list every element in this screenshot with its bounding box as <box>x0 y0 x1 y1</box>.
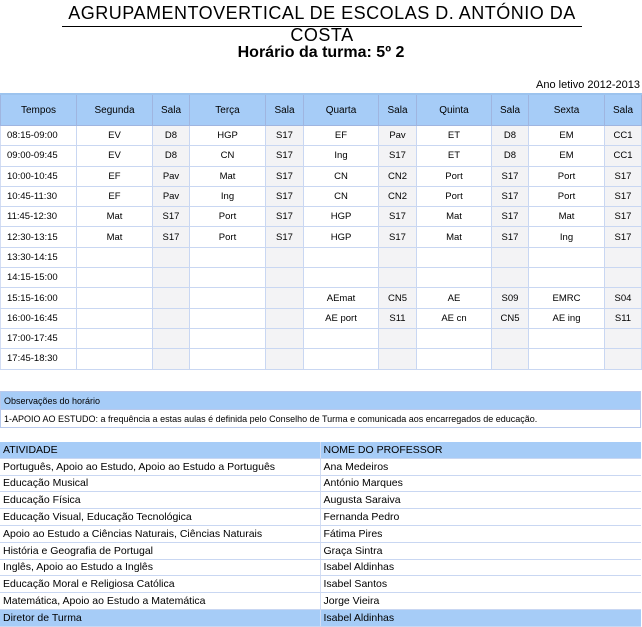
subject-cell: EF <box>77 166 153 186</box>
activity-cell: Educação Visual, Educação Tecnológica <box>0 509 320 526</box>
subject-cell: EMRC <box>529 288 605 308</box>
subject-cell <box>417 268 492 288</box>
room-cell: S17 <box>379 207 417 227</box>
time-slot: 15:15-16:00 <box>1 288 77 308</box>
room-cell <box>492 268 529 288</box>
room-cell <box>379 268 417 288</box>
teacher-name-cell: NOME DO PROFESSOR <box>320 442 641 458</box>
subject-cell <box>529 349 605 369</box>
teacher-name-cell: Augusta Saraiva <box>320 492 641 509</box>
column-header: Sala <box>266 94 304 126</box>
subject-cell: EM <box>529 146 605 166</box>
room-cell: CN5 <box>492 308 529 328</box>
school-year: Ano letivo 2012-2013 <box>536 79 640 91</box>
subject-cell: CN <box>304 186 379 206</box>
school-name: AGRUPAMENTOVERTICAL DE ESCOLAS D. ANTÓNIO DA COSTA <box>62 2 582 27</box>
room-cell: CN2 <box>379 166 417 186</box>
subject-cell: Port <box>190 227 266 247</box>
activity-cell: Apoio ao Estudo a Ciências Naturais, Ciências Naturais <box>0 525 320 542</box>
room-cell <box>605 349 642 369</box>
activity-cell: ATIVIDADE <box>0 442 320 458</box>
room-cell <box>266 328 304 348</box>
subject-cell <box>529 268 605 288</box>
time-slot: 10:00-10:45 <box>1 166 77 186</box>
time-slot: 08:15-09:00 <box>1 126 77 146</box>
room-cell <box>492 247 529 267</box>
room-cell: Pav <box>153 166 190 186</box>
subject-cell: Port <box>190 207 266 227</box>
subject-cell: Mat <box>77 227 153 247</box>
room-cell <box>379 349 417 369</box>
room-cell <box>266 247 304 267</box>
activity-cell: Matemática, Apoio ao Estudo a Matemática <box>0 593 320 610</box>
room-cell <box>153 308 190 328</box>
time-slot: 12:30-13:15 <box>1 227 77 247</box>
subject-cell <box>304 268 379 288</box>
time-slot: 16:00-16:45 <box>1 308 77 328</box>
room-cell: S17 <box>379 146 417 166</box>
subject-cell: EV <box>77 126 153 146</box>
room-cell <box>266 308 304 328</box>
room-cell: S17 <box>492 166 529 186</box>
room-cell: S17 <box>379 227 417 247</box>
timetable-row <box>1 126 642 146</box>
room-cell: CC1 <box>605 146 642 166</box>
teacher-name-cell: Isabel Aldinhas <box>320 559 641 576</box>
teacher-name-cell: Fernanda Pedro <box>320 509 641 526</box>
room-cell <box>492 328 529 348</box>
subject-cell <box>304 247 379 267</box>
subject-cell: Port <box>529 166 605 186</box>
room-cell: S17 <box>266 186 304 206</box>
subject-cell: EF <box>304 126 379 146</box>
room-cell: Pav <box>153 186 190 206</box>
subject-cell: Mat <box>417 207 492 227</box>
room-cell <box>153 268 190 288</box>
activity-cell: Educação Musical <box>0 475 320 492</box>
observations-heading: Observações do horário <box>1 392 641 410</box>
timetable-row <box>1 207 642 227</box>
room-cell: S17 <box>605 207 642 227</box>
activity-cell: Educação Física <box>0 492 320 509</box>
subject-cell <box>417 247 492 267</box>
room-cell: D8 <box>492 146 529 166</box>
subject-cell: AE <box>417 288 492 308</box>
room-cell: Pav <box>379 126 417 146</box>
room-cell: S17 <box>153 227 190 247</box>
activity-cell: História e Geografia de Portugal <box>0 542 320 559</box>
column-header: Tempos <box>1 94 77 126</box>
room-cell <box>266 288 304 308</box>
subject-cell: EM <box>529 126 605 146</box>
timetable-row <box>1 349 642 369</box>
room-cell <box>605 268 642 288</box>
subject-cell: EV <box>77 146 153 166</box>
teacher-row <box>0 542 641 559</box>
time-slot: 17:00-17:45 <box>1 328 77 348</box>
room-cell: S17 <box>492 207 529 227</box>
teacher-row <box>0 525 641 542</box>
subject-cell: Port <box>417 186 492 206</box>
subject-cell <box>77 268 153 288</box>
subject-cell: Port <box>417 166 492 186</box>
subject-cell: Port <box>529 186 605 206</box>
observations-table <box>0 391 641 428</box>
room-cell <box>492 349 529 369</box>
subject-cell <box>529 247 605 267</box>
column-header: Sala <box>153 94 190 126</box>
subject-cell <box>77 349 153 369</box>
timetable <box>0 93 642 370</box>
timetable-header <box>1 94 642 126</box>
room-cell: CC1 <box>605 126 642 146</box>
teachers-table <box>0 442 641 627</box>
subject-cell <box>304 349 379 369</box>
subject-cell: Mat <box>417 227 492 247</box>
timetable-row <box>1 247 642 267</box>
room-cell <box>153 247 190 267</box>
subject-cell <box>77 308 153 328</box>
teacher-name-cell: Isabel Aldinhas <box>320 609 641 626</box>
time-slot: 10:45-11:30 <box>1 186 77 206</box>
subject-cell <box>190 349 266 369</box>
teacher-row <box>0 576 641 593</box>
column-header: Sala <box>605 94 642 126</box>
subject-cell: ET <box>417 126 492 146</box>
teacher-name-cell: Ana Medeiros <box>320 458 641 475</box>
subject-cell <box>190 328 266 348</box>
room-cell <box>379 328 417 348</box>
room-cell: S17 <box>266 227 304 247</box>
subject-cell: Ing <box>529 227 605 247</box>
teacher-row <box>0 609 641 626</box>
room-cell: S11 <box>379 308 417 328</box>
room-cell: S17 <box>605 166 642 186</box>
subject-cell <box>417 349 492 369</box>
time-slot: 11:45-12:30 <box>1 207 77 227</box>
teacher-name-cell: Isabel Santos <box>320 576 641 593</box>
subject-cell <box>529 328 605 348</box>
observations-text: 1-APOIO AO ESTUDO: a frequência a estas aulas é definida pelo Conselho de Turma e comunicada aos encarregados de educação. <box>1 410 641 428</box>
room-cell: S04 <box>605 288 642 308</box>
subject-cell <box>190 288 266 308</box>
room-cell: S17 <box>605 186 642 206</box>
timetable-row <box>1 186 642 206</box>
timetable-row <box>1 288 642 308</box>
timetable-row <box>1 227 642 247</box>
room-cell: S17 <box>266 146 304 166</box>
column-header: Sala <box>492 94 529 126</box>
room-cell: D8 <box>492 126 529 146</box>
timetable-row <box>1 146 642 166</box>
room-cell <box>379 247 417 267</box>
activity-cell: Diretor de Turma <box>0 609 320 626</box>
room-cell: CN5 <box>379 288 417 308</box>
subject-cell: HGP <box>190 126 266 146</box>
column-header: Segunda <box>77 94 153 126</box>
column-header: Sala <box>379 94 417 126</box>
subject-cell <box>417 328 492 348</box>
room-cell <box>266 268 304 288</box>
page-title: Horário da turma: 5º 2 <box>237 44 405 61</box>
subject-cell <box>304 328 379 348</box>
room-cell: S17 <box>266 126 304 146</box>
room-cell <box>605 328 642 348</box>
room-cell: S11 <box>605 308 642 328</box>
subject-cell: Ing <box>190 186 266 206</box>
activity-cell: Inglês, Apoio ao Estudo a Inglês <box>0 559 320 576</box>
room-cell <box>153 349 190 369</box>
teacher-name-cell: Graça Sintra <box>320 542 641 559</box>
timetable-row <box>1 308 642 328</box>
time-slot: 09:00-09:45 <box>1 146 77 166</box>
teacher-row <box>0 475 641 492</box>
teacher-row <box>0 509 641 526</box>
column-header: Sexta <box>529 94 605 126</box>
subject-cell: HGP <box>304 207 379 227</box>
subject-cell <box>190 308 266 328</box>
teacher-name-cell: Jorge Vieira <box>320 593 641 610</box>
time-slot: 14:15-15:00 <box>1 268 77 288</box>
teacher-row <box>0 458 641 475</box>
room-cell: S17 <box>492 227 529 247</box>
subject-cell: ET <box>417 146 492 166</box>
subject-cell: AEmat <box>304 288 379 308</box>
timetable-row <box>1 328 642 348</box>
room-cell <box>153 288 190 308</box>
subject-cell: EF <box>77 186 153 206</box>
room-cell: S17 <box>266 207 304 227</box>
teachers-header <box>0 442 641 458</box>
teacher-row <box>0 492 641 509</box>
column-header: Quinta <box>417 94 492 126</box>
subject-cell: CN <box>304 166 379 186</box>
room-cell: S17 <box>492 186 529 206</box>
room-cell: D8 <box>153 126 190 146</box>
room-cell: D8 <box>153 146 190 166</box>
subject-cell <box>190 268 266 288</box>
activity-cell: Português, Apoio ao Estudo, Apoio ao Estudo a Português <box>0 458 320 475</box>
activity-cell: Educação Moral e Religiosa Católica <box>0 576 320 593</box>
subject-cell <box>77 288 153 308</box>
room-cell <box>605 247 642 267</box>
column-header: Quarta <box>304 94 379 126</box>
subject-cell: Mat <box>190 166 266 186</box>
room-cell: CN2 <box>379 186 417 206</box>
subject-cell: Mat <box>77 207 153 227</box>
room-cell <box>266 349 304 369</box>
subject-cell <box>190 247 266 267</box>
teacher-name-cell: António Marques <box>320 475 641 492</box>
column-header: Terça <box>190 94 266 126</box>
teacher-name-cell: Fátima Pires <box>320 525 641 542</box>
time-slot: 13:30-14:15 <box>1 247 77 267</box>
time-slot: 17:45-18:30 <box>1 349 77 369</box>
subject-cell <box>77 247 153 267</box>
subject-cell: CN <box>190 146 266 166</box>
subject-cell: HGP <box>304 227 379 247</box>
subject-cell: Ing <box>304 146 379 166</box>
subject-cell: AE cn <box>417 308 492 328</box>
room-cell: S17 <box>266 166 304 186</box>
subject-cell: Mat <box>529 207 605 227</box>
teacher-row <box>0 559 641 576</box>
room-cell <box>153 328 190 348</box>
room-cell: S09 <box>492 288 529 308</box>
subject-cell: AE ing <box>529 308 605 328</box>
room-cell: S17 <box>153 207 190 227</box>
subject-cell <box>77 328 153 348</box>
room-cell: S17 <box>605 227 642 247</box>
subject-cell: AE port <box>304 308 379 328</box>
timetable-row <box>1 166 642 186</box>
timetable-row <box>1 268 642 288</box>
teacher-row <box>0 593 641 610</box>
